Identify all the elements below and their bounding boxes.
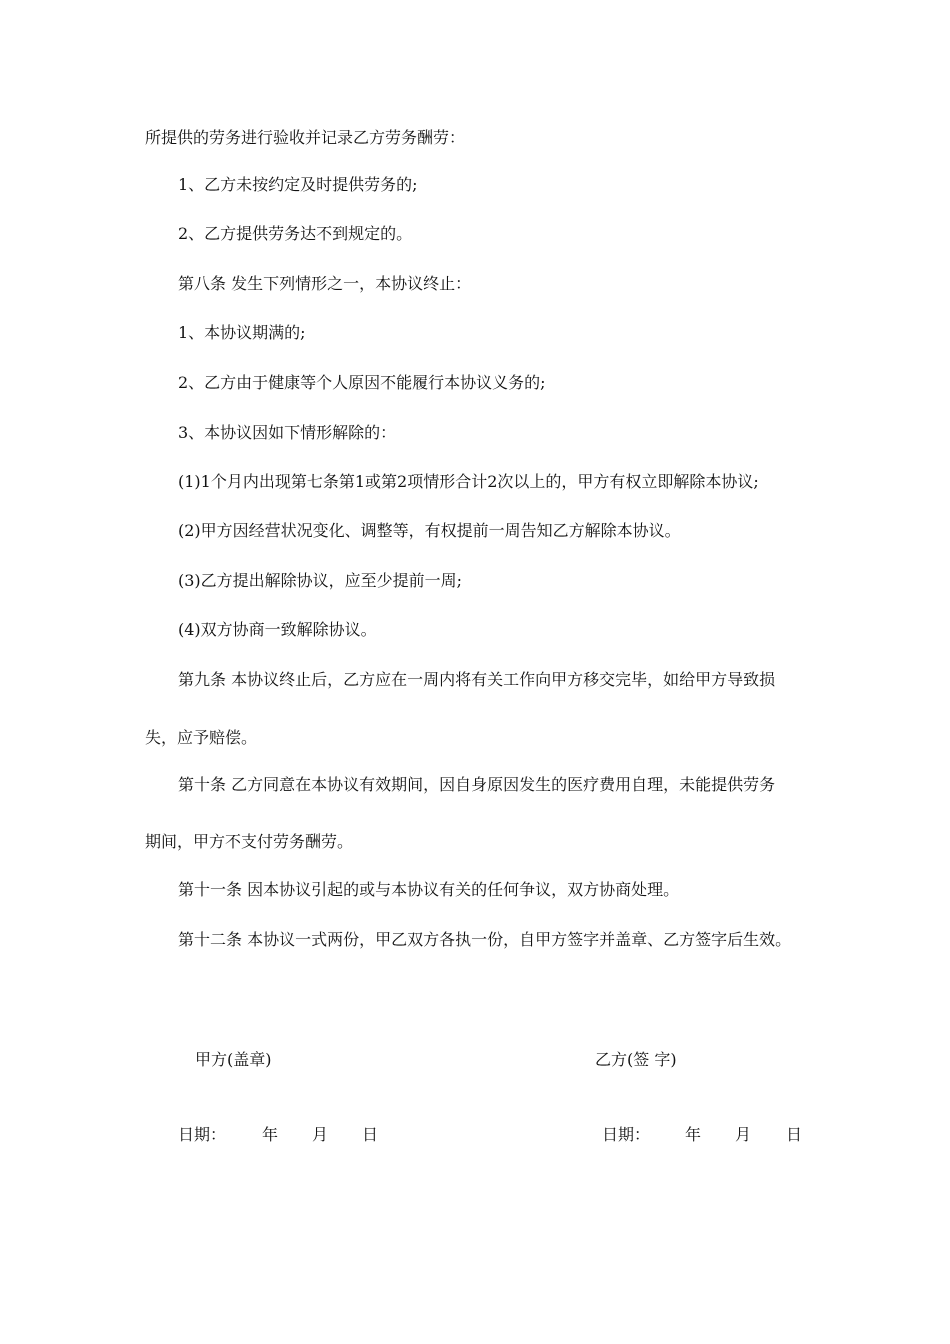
paragraph-line: (4)双方协商一致解除协议。: [178, 620, 377, 639]
party-b-month: 月: [735, 1125, 752, 1144]
paragraph-line: 2、乙方提供劳务达不到规定的。: [178, 224, 413, 243]
paragraph-line: 第十二条 本协议一式两份，甲乙双方各执一份，自甲方签字并盖章、乙方签字后生效。: [178, 930, 792, 949]
paragraph-line: 1、本协议期满的;: [178, 323, 306, 342]
paragraph-line: (2)甲方因经营状况变化、调整等，有权提前一周告知乙方解除本协议。: [178, 521, 681, 540]
paragraph-line: 第十条 乙方同意在本协议有效期间，因自身原因发生的医疗费用自理，未能提供劳务: [178, 775, 776, 794]
party-b-day: 日: [786, 1125, 803, 1144]
party-b-year: 年: [685, 1125, 702, 1144]
paragraph-line: 2、乙方由于健康等个人原因不能履行本协议义务的;: [178, 373, 546, 392]
paragraph-line: 3、本协议因如下情形解除的：: [178, 423, 397, 442]
paragraph-line: 1、乙方未按约定及时提供劳务的;: [178, 175, 418, 194]
paragraph-line: 第八条 发生下列情形之一，本协议终止：: [178, 274, 472, 293]
party-a-month: 月: [312, 1125, 329, 1144]
party-a-label: 甲方(盖章): [195, 1050, 272, 1069]
party-b-label: 乙方(签 字): [595, 1050, 677, 1069]
paragraph-line: 期间，甲方不支付劳务酬劳。: [145, 832, 354, 851]
paragraph-line: 第九条 本协议终止后，乙方应在一周内将有关工作向甲方移交完毕，如给甲方导致损: [178, 670, 776, 689]
paragraph-line: 第十一条 因本协议引起的或与本协议有关的任何争议，双方协商处理。: [178, 880, 680, 899]
party-a-year: 年: [262, 1125, 279, 1144]
party-a-date-label: 日期：: [178, 1125, 227, 1144]
paragraph-line: 失，应予赔偿。: [145, 728, 258, 747]
paragraph-line: (1)1个月内出现第七条第1或第2项情形合计2次以上的，甲方有权立即解除本协议;: [178, 472, 759, 491]
party-a-day: 日: [362, 1125, 379, 1144]
paragraph-line: 所提供的劳务进行验收并记录乙方劳务酬劳：: [145, 128, 466, 147]
party-b-date-label: 日期：: [602, 1125, 651, 1144]
paragraph-line: (3)乙方提出解除协议，应至少提前一周;: [178, 571, 463, 590]
